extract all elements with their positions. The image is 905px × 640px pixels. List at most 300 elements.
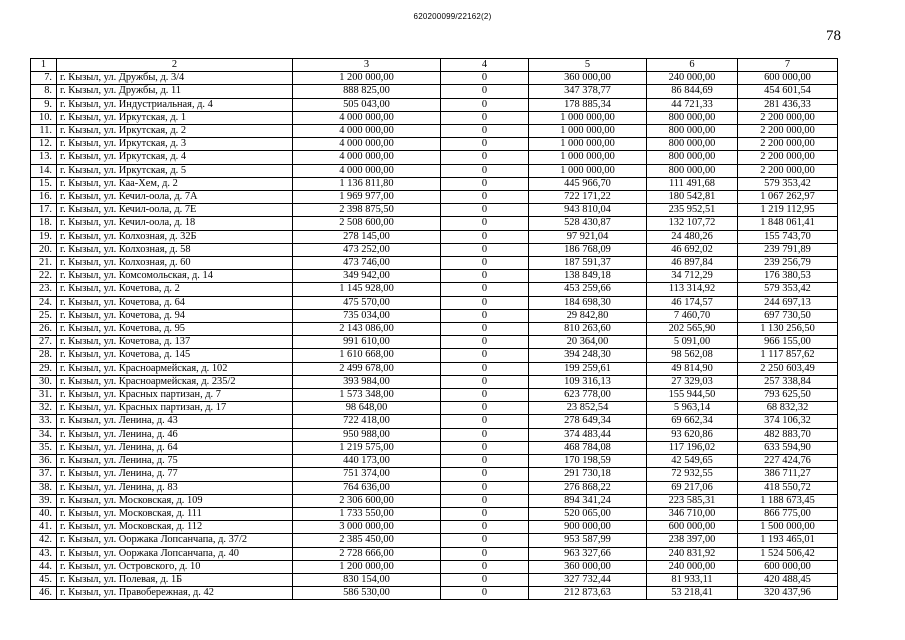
address-cell: г. Кызыл, ул. Полевая, д. 1Б (57, 573, 293, 586)
address-cell: г. Кызыл, ул. Колхозная, д. 58 (57, 243, 293, 256)
address-cell: г. Кызыл, ул. Ленина, д. 64 (57, 441, 293, 454)
col4-cell: 0 (441, 72, 529, 85)
address-cell: г. Кызыл, ул. Иркутская, д. 2 (57, 125, 293, 138)
total-cost-cell: 2 508 600,00 (293, 217, 441, 230)
col5-cell: 1 000 000,00 (529, 111, 647, 124)
col7-cell: 1 117 857,62 (738, 349, 838, 362)
table-row (31, 177, 838, 190)
table-row (31, 204, 838, 217)
col6-cell: 800 000,00 (647, 111, 738, 124)
total-cost-cell: 1 136 811,80 (293, 177, 441, 190)
document-id: 620200099/22162(2) (413, 12, 492, 21)
col6-cell: 240 831,92 (647, 547, 738, 560)
address-cell: г. Кызыл, ул. Иркутская, д. 4 (57, 151, 293, 164)
col4-cell: 0 (441, 283, 529, 296)
col5-cell: 963 327,66 (529, 547, 647, 560)
total-cost-cell: 2 385 450,00 (293, 534, 441, 547)
total-cost-cell: 1 733 550,00 (293, 507, 441, 520)
col7-cell: 793 625,50 (738, 389, 838, 402)
col6-cell: 235 952,51 (647, 204, 738, 217)
row-number: 42. (31, 534, 57, 547)
total-cost-cell: 4 000 000,00 (293, 125, 441, 138)
col7-cell: 1 130 256,50 (738, 323, 838, 336)
row-number: 46. (31, 587, 57, 600)
col6-cell: 240 000,00 (647, 72, 738, 85)
col6-cell: 69 217,06 (647, 481, 738, 494)
col7-cell: 239 791,89 (738, 243, 838, 256)
col7-cell: 176 380,53 (738, 270, 838, 283)
col4-cell: 0 (441, 270, 529, 283)
col4-cell: 0 (441, 296, 529, 309)
table-row (31, 494, 838, 507)
col7-cell: 2 250 603,49 (738, 362, 838, 375)
col4-cell: 0 (441, 164, 529, 177)
total-cost-cell: 1 219 575,00 (293, 441, 441, 454)
col6-cell: 240 000,00 (647, 560, 738, 573)
col4-cell: 0 (441, 362, 529, 375)
col5-cell: 520 065,00 (529, 507, 647, 520)
col5-cell: 810 263,60 (529, 323, 647, 336)
col4-cell: 0 (441, 217, 529, 230)
table-row (31, 283, 838, 296)
address-cell: г. Кызыл, ул. Кочетова, д. 64 (57, 296, 293, 309)
col6-cell: 202 565,90 (647, 323, 738, 336)
row-number: 28. (31, 349, 57, 362)
col5-cell: 212 873,63 (529, 587, 647, 600)
col5-cell: 187 591,37 (529, 257, 647, 270)
address-cell: г. Кызыл, ул. Кечил-оола, д. 7А (57, 191, 293, 204)
col6-cell: 5 091,00 (647, 336, 738, 349)
row-number: 27. (31, 336, 57, 349)
col7-cell: 1 188 673,45 (738, 494, 838, 507)
table-row (31, 164, 838, 177)
col4-cell: 0 (441, 230, 529, 243)
col4-cell: 0 (441, 560, 529, 573)
col6-cell: 98 562,08 (647, 349, 738, 362)
col6-cell: 34 712,29 (647, 270, 738, 283)
row-number: 14. (31, 164, 57, 177)
col6-cell: 49 814,90 (647, 362, 738, 375)
col4-cell: 0 (441, 402, 529, 415)
col4-cell: 0 (441, 98, 529, 111)
col6-cell: 46 692,02 (647, 243, 738, 256)
address-cell: г. Кызыл, ул. Ооржака Лопсанчапа, д. 40 (57, 547, 293, 560)
data-table (30, 58, 838, 600)
col7-cell: 155 743,70 (738, 230, 838, 243)
total-cost-cell: 4 000 000,00 (293, 164, 441, 177)
total-cost-cell: 586 530,00 (293, 587, 441, 600)
col6-cell: 132 107,72 (647, 217, 738, 230)
col4-cell: 0 (441, 389, 529, 402)
col7-cell: 579 353,42 (738, 283, 838, 296)
table-row (31, 85, 838, 98)
col6-cell: 86 844,69 (647, 85, 738, 98)
row-number: 23. (31, 283, 57, 296)
table-row (31, 547, 838, 560)
col6-cell: 800 000,00 (647, 125, 738, 138)
total-cost-cell: 3 000 000,00 (293, 521, 441, 534)
total-cost-cell: 4 000 000,00 (293, 111, 441, 124)
row-number: 16. (31, 191, 57, 204)
col7-cell: 418 550,72 (738, 481, 838, 494)
row-number: 9. (31, 98, 57, 111)
table-row (31, 270, 838, 283)
row-number: 7. (31, 72, 57, 85)
col7-cell: 1 848 061,41 (738, 217, 838, 230)
total-cost-cell: 1 145 928,00 (293, 283, 441, 296)
table-row (31, 151, 838, 164)
address-cell: г. Кызыл, ул. Колхозная, д. 60 (57, 257, 293, 270)
table-row (31, 402, 838, 415)
address-cell: г. Кызыл, ул. Красных партизан, д. 7 (57, 389, 293, 402)
total-cost-cell: 505 043,00 (293, 98, 441, 111)
address-cell: г. Кызыл, ул. Красных партизан, д. 17 (57, 402, 293, 415)
col7-cell: 386 711,27 (738, 468, 838, 481)
total-cost-cell: 2 499 678,00 (293, 362, 441, 375)
col4-cell: 0 (441, 204, 529, 217)
col5-cell: 23 852,54 (529, 402, 647, 415)
col4-cell: 0 (441, 428, 529, 441)
col6-cell: 44 721,33 (647, 98, 738, 111)
address-cell: г. Кызыл, ул. Иркутская, д. 1 (57, 111, 293, 124)
table-row (31, 455, 838, 468)
row-number: 17. (31, 204, 57, 217)
address-cell: г. Кызыл, ул. Ооржака Лопсанчапа, д. 37/2 (57, 534, 293, 547)
col7-cell: 600 000,00 (738, 72, 838, 85)
column-header: 4 (441, 59, 529, 72)
col7-cell: 866 775,00 (738, 507, 838, 520)
page-number: 78 (826, 28, 841, 44)
col6-cell: 346 710,00 (647, 507, 738, 520)
table-row (31, 111, 838, 124)
row-number: 37. (31, 468, 57, 481)
table-row (31, 217, 838, 230)
col4-cell: 0 (441, 415, 529, 428)
col5-cell: 186 768,09 (529, 243, 647, 256)
col7-cell: 454 601,54 (738, 85, 838, 98)
table-row (31, 507, 838, 520)
address-cell: г. Кызыл, ул. Московская, д. 109 (57, 494, 293, 507)
table-row (31, 323, 838, 336)
col5-cell: 327 732,44 (529, 573, 647, 586)
table-row (31, 428, 838, 441)
address-cell: г. Кызыл, ул. Ленина, д. 75 (57, 455, 293, 468)
table-row (31, 534, 838, 547)
col6-cell: 69 662,34 (647, 415, 738, 428)
address-cell: г. Кызыл, ул. Кочетова, д. 2 (57, 283, 293, 296)
col5-cell: 360 000,00 (529, 560, 647, 573)
col7-cell: 420 488,45 (738, 573, 838, 586)
col5-cell: 623 778,00 (529, 389, 647, 402)
total-cost-cell: 4 000 000,00 (293, 138, 441, 151)
table-row (31, 573, 838, 586)
row-number: 45. (31, 573, 57, 586)
address-cell: г. Кызыл, ул. Иркутская, д. 5 (57, 164, 293, 177)
col7-cell: 1 524 506,42 (738, 547, 838, 560)
total-cost-cell: 888 825,00 (293, 85, 441, 98)
col7-cell: 2 200 000,00 (738, 111, 838, 124)
col5-cell: 900 000,00 (529, 521, 647, 534)
address-cell: г. Кызыл, ул. Дружбы, д. 11 (57, 85, 293, 98)
total-cost-cell: 473 252,00 (293, 243, 441, 256)
row-number: 25. (31, 309, 57, 322)
table-row (31, 560, 838, 573)
address-cell: г. Кызыл, ул. Московская, д. 111 (57, 507, 293, 520)
total-cost-cell: 278 145,00 (293, 230, 441, 243)
col7-cell: 239 256,79 (738, 257, 838, 270)
col4-cell: 0 (441, 349, 529, 362)
col5-cell: 953 587,99 (529, 534, 647, 547)
total-cost-cell: 950 988,00 (293, 428, 441, 441)
col6-cell: 27 329,03 (647, 375, 738, 388)
col5-cell: 20 364,00 (529, 336, 647, 349)
col4-cell: 0 (441, 468, 529, 481)
row-number: 20. (31, 243, 57, 256)
total-cost-cell: 1 200 000,00 (293, 72, 441, 85)
row-number: 44. (31, 560, 57, 573)
col5-cell: 199 259,61 (529, 362, 647, 375)
col4-cell: 0 (441, 587, 529, 600)
col5-cell: 184 698,30 (529, 296, 647, 309)
col6-cell: 238 397,00 (647, 534, 738, 547)
table-row (31, 336, 838, 349)
address-cell: г. Кызыл, ул. Красноармейская, д. 235/2 (57, 375, 293, 388)
row-number: 22. (31, 270, 57, 283)
table-row (31, 349, 838, 362)
table-row (31, 415, 838, 428)
col5-cell: 394 248,30 (529, 349, 647, 362)
total-cost-cell: 4 000 000,00 (293, 151, 441, 164)
total-cost-cell: 393 984,00 (293, 375, 441, 388)
col5-cell: 943 810,04 (529, 204, 647, 217)
table-row (31, 230, 838, 243)
col7-cell: 374 106,32 (738, 415, 838, 428)
total-cost-cell: 473 746,00 (293, 257, 441, 270)
col7-cell: 1 500 000,00 (738, 521, 838, 534)
table-row (31, 72, 838, 85)
table-row (31, 587, 838, 600)
col4-cell: 0 (441, 481, 529, 494)
col5-cell: 360 000,00 (529, 72, 647, 85)
col5-cell: 1 000 000,00 (529, 151, 647, 164)
row-number: 13. (31, 151, 57, 164)
row-number: 35. (31, 441, 57, 454)
col5-cell: 453 259,66 (529, 283, 647, 296)
row-number: 11. (31, 125, 57, 138)
col6-cell: 42 549,65 (647, 455, 738, 468)
table-row (31, 191, 838, 204)
row-number: 26. (31, 323, 57, 336)
col4-cell: 0 (441, 375, 529, 388)
col7-cell: 697 730,50 (738, 309, 838, 322)
table-row (31, 125, 838, 138)
address-cell: г. Кызыл, ул. Индустриальная, д. 4 (57, 98, 293, 111)
col6-cell: 93 620,86 (647, 428, 738, 441)
table-row (31, 243, 838, 256)
table-row (31, 481, 838, 494)
col5-cell: 278 649,34 (529, 415, 647, 428)
address-cell: г. Кызыл, ул. Иркутская, д. 3 (57, 138, 293, 151)
col4-cell: 0 (441, 336, 529, 349)
col6-cell: 180 542,81 (647, 191, 738, 204)
total-cost-cell: 349 942,00 (293, 270, 441, 283)
row-number: 39. (31, 494, 57, 507)
col5-cell: 1 000 000,00 (529, 164, 647, 177)
total-cost-cell: 1 573 348,00 (293, 389, 441, 402)
col4-cell: 0 (441, 138, 529, 151)
col6-cell: 53 218,41 (647, 587, 738, 600)
row-number: 12. (31, 138, 57, 151)
row-number: 10. (31, 111, 57, 124)
col7-cell: 1 193 465,01 (738, 534, 838, 547)
col6-cell: 46 174,57 (647, 296, 738, 309)
address-cell: г. Кызыл, ул. Дружбы, д. 3/4 (57, 72, 293, 85)
address-cell: г. Кызыл, ул. Комсомольская, д. 14 (57, 270, 293, 283)
total-cost-cell: 2 306 600,00 (293, 494, 441, 507)
address-cell: г. Кызыл, ул. Красноармейская, д. 102 (57, 362, 293, 375)
col7-cell: 281 436,33 (738, 98, 838, 111)
col6-cell: 155 944,50 (647, 389, 738, 402)
col6-cell: 113 314,92 (647, 283, 738, 296)
table-row (31, 98, 838, 111)
table-header-row (31, 59, 838, 72)
address-cell: г. Кызыл, ул. Островского, д. 10 (57, 560, 293, 573)
address-cell: г. Кызыл, ул. Каа-Хем, д. 2 (57, 177, 293, 190)
address-cell: г. Кызыл, ул. Колхозная, д. 32Б (57, 230, 293, 243)
col4-cell: 0 (441, 177, 529, 190)
col7-cell: 1 219 112,95 (738, 204, 838, 217)
row-number: 38. (31, 481, 57, 494)
column-header: 5 (529, 59, 647, 72)
col7-cell: 227 424,76 (738, 455, 838, 468)
address-cell: г. Кызыл, ул. Ленина, д. 83 (57, 481, 293, 494)
column-header: 1 (31, 59, 57, 72)
total-cost-cell: 2 398 875,50 (293, 204, 441, 217)
col7-cell: 966 155,00 (738, 336, 838, 349)
row-number: 8. (31, 85, 57, 98)
total-cost-cell: 98 648,00 (293, 402, 441, 415)
row-number: 41. (31, 521, 57, 534)
total-cost-cell: 1 969 977,00 (293, 191, 441, 204)
col7-cell: 320 437,96 (738, 587, 838, 600)
address-cell: г. Кызыл, ул. Ленина, д. 77 (57, 468, 293, 481)
address-cell: г. Кызыл, ул. Кочетова, д. 145 (57, 349, 293, 362)
table-row (31, 138, 838, 151)
col6-cell: 117 196,02 (647, 441, 738, 454)
col6-cell: 7 460,70 (647, 309, 738, 322)
row-number: 40. (31, 507, 57, 520)
col5-cell: 1 000 000,00 (529, 125, 647, 138)
table-row (31, 362, 838, 375)
col4-cell: 0 (441, 521, 529, 534)
col7-cell: 633 594,90 (738, 441, 838, 454)
col4-cell: 0 (441, 547, 529, 560)
row-number: 18. (31, 217, 57, 230)
table-row (31, 441, 838, 454)
col5-cell: 138 849,18 (529, 270, 647, 283)
total-cost-cell: 475 570,00 (293, 296, 441, 309)
column-header: 2 (57, 59, 293, 72)
col7-cell: 600 000,00 (738, 560, 838, 573)
col5-cell: 894 341,24 (529, 494, 647, 507)
col7-cell: 2 200 000,00 (738, 164, 838, 177)
total-cost-cell: 735 034,00 (293, 309, 441, 322)
table-row (31, 309, 838, 322)
col6-cell: 800 000,00 (647, 151, 738, 164)
col4-cell: 0 (441, 573, 529, 586)
col5-cell: 170 198,59 (529, 455, 647, 468)
total-cost-cell: 764 636,00 (293, 481, 441, 494)
address-cell: г. Кызыл, ул. Московская, д. 112 (57, 521, 293, 534)
col7-cell: 579 353,42 (738, 177, 838, 190)
col5-cell: 468 784,08 (529, 441, 647, 454)
col4-cell: 0 (441, 455, 529, 468)
col6-cell: 24 480,26 (647, 230, 738, 243)
col5-cell: 722 171,22 (529, 191, 647, 204)
col4-cell: 0 (441, 151, 529, 164)
row-number: 19. (31, 230, 57, 243)
col4-cell: 0 (441, 111, 529, 124)
address-cell: г. Кызыл, ул. Кочетова, д. 94 (57, 309, 293, 322)
address-cell: г. Кызыл, ул. Ленина, д. 43 (57, 415, 293, 428)
col5-cell: 374 483,44 (529, 428, 647, 441)
col5-cell: 97 921,04 (529, 230, 647, 243)
col5-cell: 347 378,77 (529, 85, 647, 98)
col6-cell: 800 000,00 (647, 138, 738, 151)
col5-cell: 291 730,18 (529, 468, 647, 481)
total-cost-cell: 751 374,00 (293, 468, 441, 481)
col7-cell: 2 200 000,00 (738, 151, 838, 164)
row-number: 34. (31, 428, 57, 441)
col6-cell: 5 963,14 (647, 402, 738, 415)
col4-cell: 0 (441, 243, 529, 256)
col4-cell: 0 (441, 534, 529, 547)
col4-cell: 0 (441, 309, 529, 322)
address-cell: г. Кызыл, ул. Ленина, д. 46 (57, 428, 293, 441)
col7-cell: 1 067 262,97 (738, 191, 838, 204)
col6-cell: 111 491,68 (647, 177, 738, 190)
total-cost-cell: 2 728 666,00 (293, 547, 441, 560)
total-cost-cell: 991 610,00 (293, 336, 441, 349)
col7-cell: 2 200 000,00 (738, 138, 838, 151)
row-number: 31. (31, 389, 57, 402)
col4-cell: 0 (441, 191, 529, 204)
col6-cell: 800 000,00 (647, 164, 738, 177)
col6-cell: 81 933,11 (647, 573, 738, 586)
table-row (31, 468, 838, 481)
row-number: 15. (31, 177, 57, 190)
col7-cell: 244 697,13 (738, 296, 838, 309)
row-number: 43. (31, 547, 57, 560)
col7-cell: 68 832,32 (738, 402, 838, 415)
table-row (31, 375, 838, 388)
row-number: 32. (31, 402, 57, 415)
col4-cell: 0 (441, 494, 529, 507)
col4-cell: 0 (441, 125, 529, 138)
column-header: 3 (293, 59, 441, 72)
row-number: 24. (31, 296, 57, 309)
col5-cell: 178 885,34 (529, 98, 647, 111)
total-cost-cell: 440 173,00 (293, 455, 441, 468)
col6-cell: 600 000,00 (647, 521, 738, 534)
col6-cell: 223 585,31 (647, 494, 738, 507)
address-cell: г. Кызыл, ул. Кечил-оола, д. 18 (57, 217, 293, 230)
col5-cell: 1 000 000,00 (529, 138, 647, 151)
table-row (31, 521, 838, 534)
row-number: 30. (31, 375, 57, 388)
address-cell: г. Кызыл, ул. Правобережная, д. 42 (57, 587, 293, 600)
col5-cell: 276 868,22 (529, 481, 647, 494)
